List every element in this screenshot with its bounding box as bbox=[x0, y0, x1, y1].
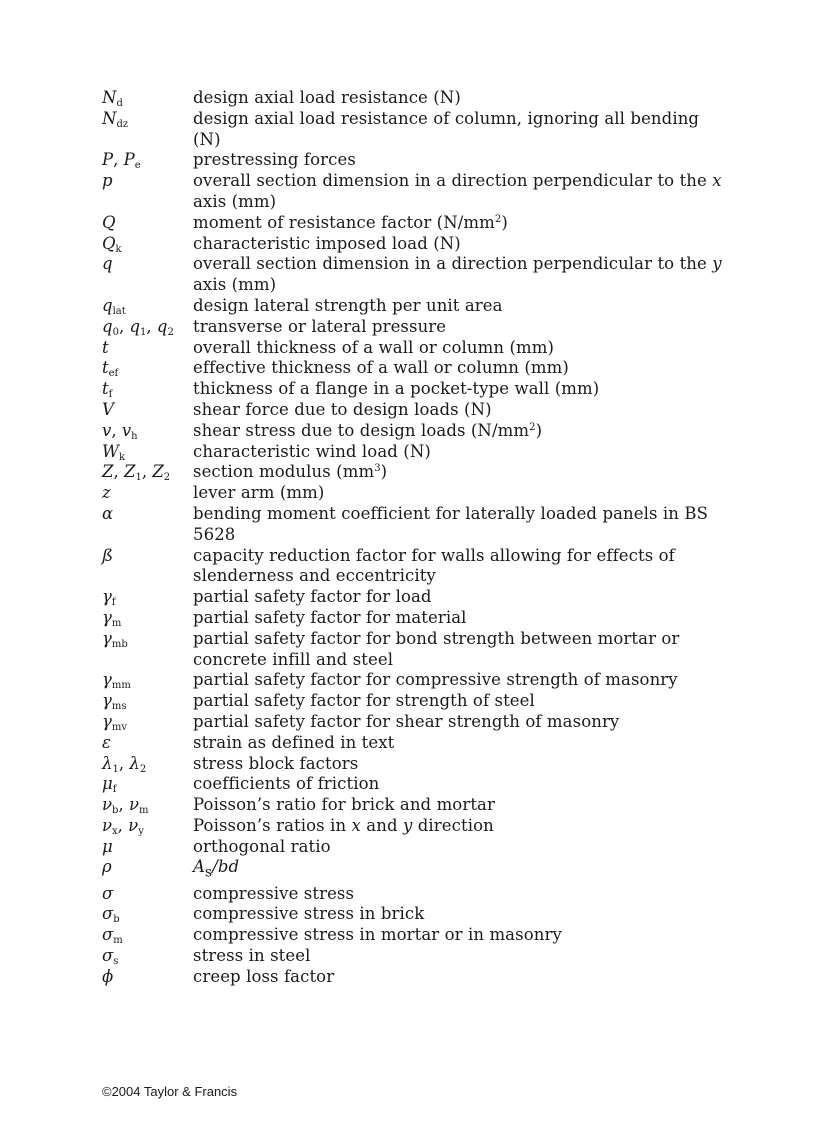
notation-entry bbox=[102, 629, 722, 671]
notation-entry bbox=[102, 712, 722, 733]
notation-symbol: $t_f$ bbox=[102, 379, 113, 401]
notation-description: moment of resistance factor $(N/mm^2)$ bbox=[193, 212, 508, 232]
notation-description: design lateral strength per unit area bbox=[193, 295, 503, 315]
notation-symbol: P, $P_e$ bbox=[102, 150, 141, 172]
notation-entry bbox=[102, 925, 722, 946]
notation-entry bbox=[102, 234, 722, 255]
notation-symbol: q bbox=[102, 254, 113, 274]
notation-entry bbox=[102, 670, 722, 691]
notation-entry bbox=[102, 946, 722, 967]
notation-entry bbox=[102, 421, 722, 442]
notation-description: stress in steel bbox=[193, 945, 311, 965]
notation-entry bbox=[102, 691, 722, 712]
notation-entry bbox=[102, 837, 722, 858]
notation-symbol: $t_{ef}$ bbox=[102, 358, 119, 380]
notation-description: effective thickness of a wall or column (mm) bbox=[193, 358, 569, 378]
notation-entry bbox=[102, 546, 722, 588]
notation-description: lever arm (mm) bbox=[193, 483, 325, 503]
notation-description: transverse or lateral pressure bbox=[193, 316, 447, 336]
notation-description: shear force due to design loads (N) bbox=[193, 399, 492, 419]
notation-symbol: σ bbox=[102, 883, 114, 903]
notation-entry bbox=[102, 338, 722, 359]
notation-symbol: t bbox=[102, 337, 109, 357]
notation-symbol: $\nu_x$, $\nu_y$ bbox=[102, 815, 144, 837]
notation-entry bbox=[102, 358, 722, 379]
notation-symbol: $q_{lat}$ bbox=[102, 295, 126, 317]
notation-description: partial safety factor for shear strength of masonry bbox=[193, 711, 620, 731]
notation-symbol: p bbox=[102, 171, 113, 191]
notation-symbol: $N_{dz}$ bbox=[102, 108, 129, 130]
notation-description: compressive stress in brick bbox=[193, 904, 425, 924]
notation-symbol: $\mu_f$ bbox=[102, 774, 117, 796]
notation-description: characteristic wind load (N) bbox=[193, 441, 431, 461]
notation-symbol: ϕ bbox=[102, 966, 114, 986]
notation-entry bbox=[102, 904, 722, 925]
notation-symbol: Z, $Z_1$, $Z_2$ bbox=[102, 462, 171, 484]
notation-description: compressive stress bbox=[193, 883, 355, 903]
notation-symbol: $\sigma_b$ bbox=[102, 904, 120, 926]
notation-entry bbox=[102, 88, 722, 109]
notation-description: overall section dimension in a direction perpendicular to the x axis (mm) bbox=[193, 171, 722, 211]
notation-entry bbox=[102, 795, 722, 816]
notation-entry bbox=[102, 379, 722, 400]
copyright-footer: ©2004 Taylor & Francis bbox=[102, 1084, 238, 1099]
notation-list bbox=[102, 88, 722, 988]
notation-description: partial safety factor for compressive strength of masonry bbox=[193, 670, 678, 690]
notation-entry bbox=[102, 400, 722, 421]
notation-description: partial safety factor for material bbox=[193, 607, 467, 627]
notation-description: overall section dimension in a direction perpendicular to the y axis (mm) bbox=[193, 254, 722, 295]
notation-symbol: $W_k$ bbox=[102, 441, 126, 463]
notation-symbol: ε bbox=[102, 732, 111, 752]
notation-entry bbox=[102, 816, 722, 837]
notation-symbol: α bbox=[102, 503, 114, 523]
notation-symbol: Q bbox=[102, 212, 116, 232]
notation-symbol: $q_0$, $q_1$, $q_2$ bbox=[102, 316, 174, 338]
notation-description: overall thickness of a wall or column (mm) bbox=[193, 337, 555, 357]
notation-symbol: μ bbox=[102, 836, 113, 856]
notation-symbol: $N_d$ bbox=[102, 88, 123, 109]
notation-symbol: $\gamma_f$ bbox=[102, 587, 116, 609]
notation-symbol: $\gamma_{mv}$ bbox=[102, 711, 128, 733]
notation-entry bbox=[102, 608, 722, 629]
notation-description: orthogonal ratio bbox=[193, 836, 331, 856]
notation-entry bbox=[102, 442, 722, 463]
notation-entry bbox=[102, 109, 722, 151]
notation-description: coefficients of friction bbox=[193, 774, 380, 794]
notation-description: shear stress due to design loads $(N/mm^2)$ bbox=[193, 420, 543, 440]
notation-symbol: V bbox=[102, 399, 114, 419]
notation-description: partial safety factor for load bbox=[193, 587, 432, 607]
notation-symbol: $\gamma_{ms}$ bbox=[102, 691, 127, 713]
notation-entry bbox=[102, 171, 722, 213]
notation-symbol: $\gamma_{mm}$ bbox=[102, 670, 131, 692]
notation-entry bbox=[102, 774, 722, 795]
notation-description: compressive stress in mortar or in masonry bbox=[193, 925, 562, 945]
notation-entry bbox=[102, 254, 722, 296]
notation-symbol: $\sigma_m$ bbox=[102, 925, 123, 947]
notation-symbol: $\gamma_{mb}$ bbox=[102, 628, 128, 650]
notation-entry bbox=[102, 857, 722, 883]
notation-symbol: z bbox=[102, 483, 111, 503]
notation-description: section modulus $(mm^3)$ bbox=[193, 462, 388, 482]
notation-description: partial safety factor for strength of steel bbox=[193, 691, 535, 711]
notation-entry bbox=[102, 483, 722, 504]
notation-description: prestressing forces bbox=[193, 150, 356, 170]
notation-entry bbox=[102, 213, 722, 234]
notation-symbol: $\nu_b$, $\nu_m$ bbox=[102, 795, 149, 817]
notation-entry bbox=[102, 967, 722, 988]
notation-symbol: $\gamma_m$ bbox=[102, 607, 122, 629]
notation-symbol: $\lambda_1$, $\lambda_2$ bbox=[102, 753, 147, 775]
notation-description: capacity reduction factor for walls allowing for effects of slenderness and eccentricity bbox=[193, 545, 675, 586]
notation-symbol: v, $v_h$ bbox=[102, 420, 138, 442]
notation-description: Poisson’s ratio for brick and mortar bbox=[193, 795, 495, 815]
notation-entry bbox=[102, 733, 722, 754]
notation-entry bbox=[102, 150, 722, 171]
notation-description: strain as defined in text bbox=[193, 732, 395, 752]
notation-description: characteristic imposed load (N) bbox=[193, 233, 461, 253]
notation-symbol: ß bbox=[102, 545, 114, 565]
notation-symbol: $Q_k$ bbox=[102, 233, 122, 255]
notation-entry bbox=[102, 317, 722, 338]
notation-description: stress block factors bbox=[193, 753, 359, 773]
notation-symbol: $\sigma_s$ bbox=[102, 945, 119, 967]
notation-entry bbox=[102, 504, 722, 546]
notation-entry bbox=[102, 884, 722, 905]
notation-entry bbox=[102, 754, 722, 775]
notation-description: creep loss factor bbox=[193, 966, 335, 986]
notation-entry bbox=[102, 462, 722, 483]
notation-description: $A_s/bd$ bbox=[193, 857, 240, 881]
notation-symbol: ρ bbox=[102, 857, 112, 877]
notation-description: design axial load resistance (N) bbox=[193, 88, 461, 107]
notation-description: partial safety factor for bond strength between mortar or concrete infill and steel bbox=[193, 628, 680, 669]
notation-description: Poisson’s ratios in x and y direction bbox=[193, 815, 494, 835]
notation-description: design axial load resistance of column, ignoring all bending (N) bbox=[193, 108, 700, 149]
notation-description: bending moment coefficient for laterally loaded panels in BS 5628 bbox=[193, 503, 709, 544]
notation-entry bbox=[102, 296, 722, 317]
notation-entry bbox=[102, 587, 722, 608]
notation-description: thickness of a flange in a pocket-type wall (mm) bbox=[193, 379, 600, 399]
